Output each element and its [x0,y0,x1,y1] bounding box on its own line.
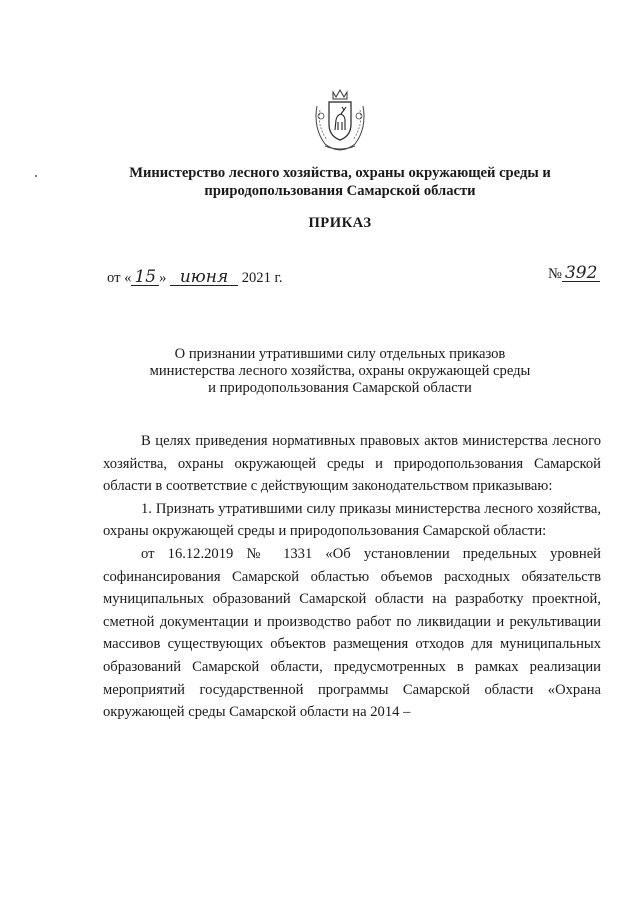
ministry-name-line-1: Министерство лесного хозяйства, охраны окружающей среды и [129,165,551,181]
date-mid: » [159,270,171,286]
order-date [107,267,283,287]
body-paragraph-1: В целях приведения нормативных правовых актов министерства лесного хозяйства, охраны окружающей среды и природопользования Самарской области в соответствие с действующим законодательством приказываю: [103,433,601,495]
subject-line-2: министерства лесного хозяйства, охраны окружающей среды [149,363,531,379]
date-month-handwritten: июня [170,270,238,286]
number-prefix: № [548,266,562,282]
date-prefix: от « [107,270,132,286]
order-body [103,430,601,724]
order-number [548,263,600,283]
body-paragraph-2: 1. Признать утратившими силу приказы министерства лесного хозяйства, охраны окружающей среды и природопользования Самарской области: [103,500,601,540]
order-subject [100,346,580,397]
date-year: 2021 г. [241,270,283,286]
coat-of-arms-icon [311,88,369,152]
ministry-name-line-2: природопользования Самарской области [204,183,476,199]
scan-speck [35,175,37,177]
document-title: ПРИКАЗ [308,215,372,231]
number-value-handwritten: 392 [562,266,600,282]
subject-line-1: О признании утратившими силу отдельных приказов [174,346,506,362]
ministry-header [60,164,620,200]
body-paragraph-3: от 16.12.2019 № 1331 «Об установлении предельных уровней софинансирования Самарской областью объемов расходных обязательств муниципальных образований Самарской области на разработку проектной, сметной документации и производство работ по ликвидации и рекультивации массивов существующих объектов размещения отходов для муниципальных образований Самарской области, предусмотренных в рамках реализации мероприятий государственной программы Самарской области «Охрана окружающей среды Самарской области на 2014 – [103,545,601,721]
subject-line-3: и природопользования Самарской области [208,380,472,396]
date-day-handwritten: 15 [131,270,159,286]
